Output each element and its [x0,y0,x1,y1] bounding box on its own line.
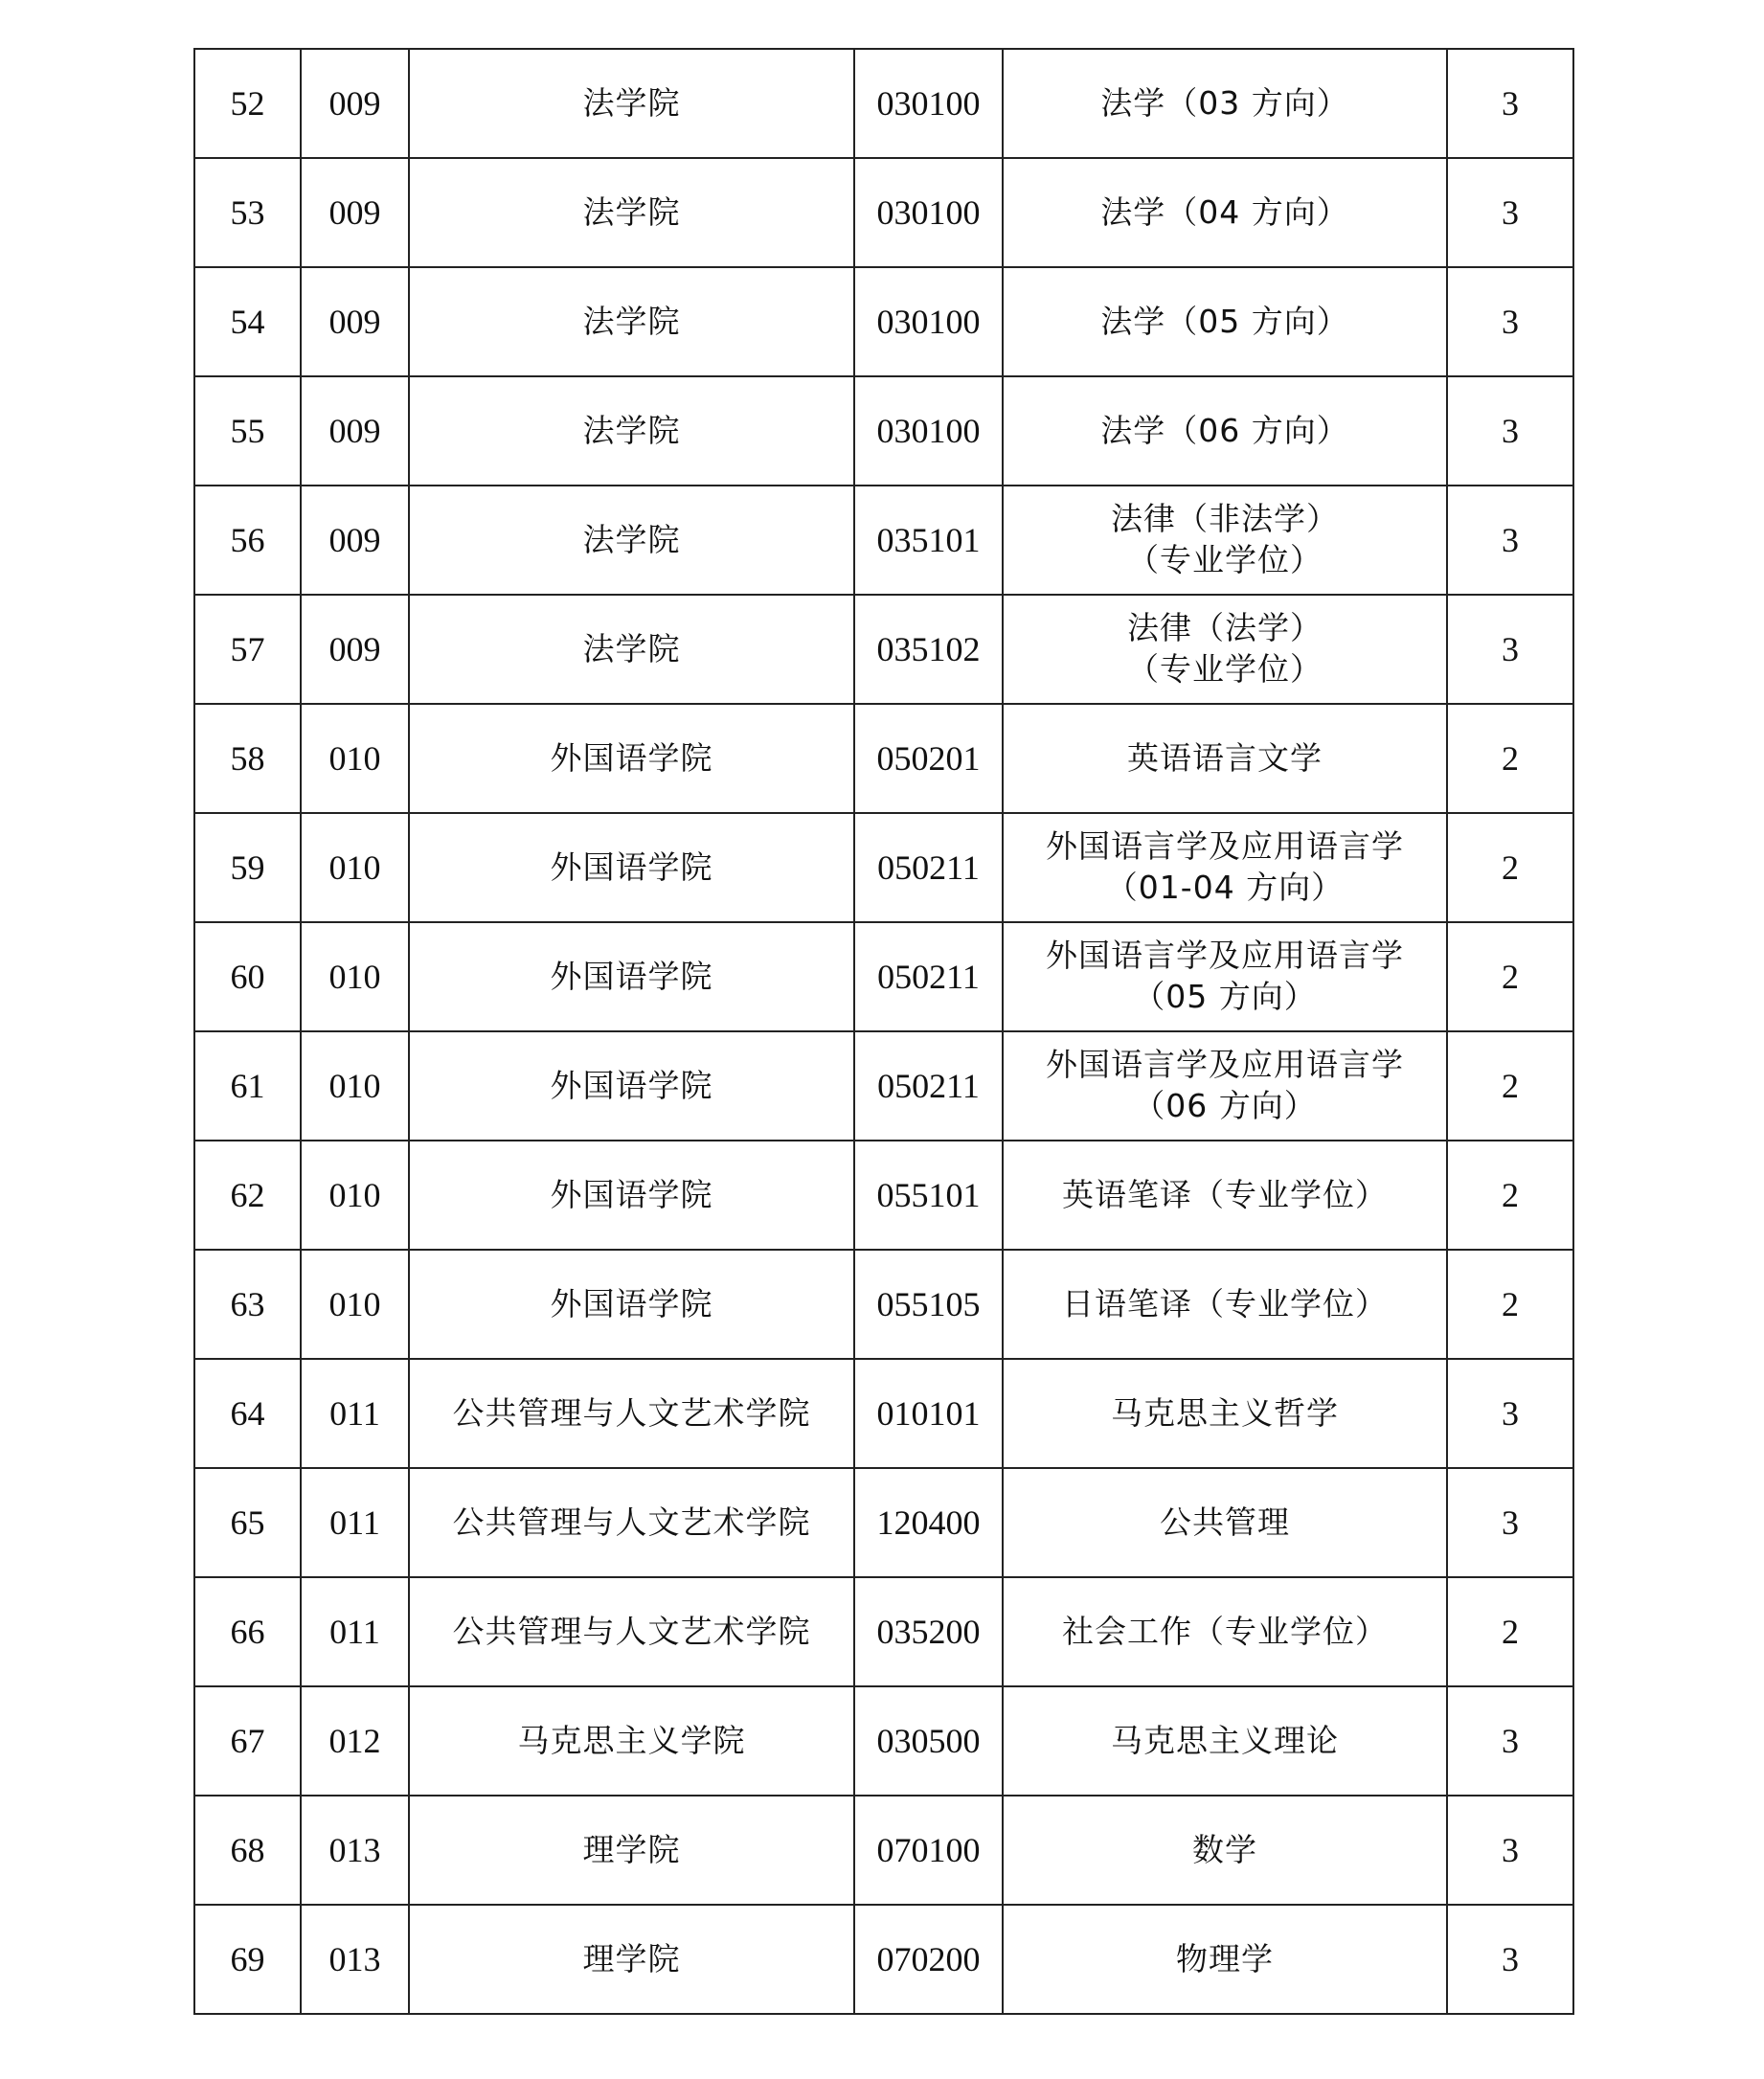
duration-years-cell: 3 [1447,1686,1573,1796]
school-name-cell: 公共管理与人文艺术学院 [409,1468,854,1577]
school-name-cell: 法学院 [409,267,854,376]
table-row [194,376,1573,486]
school-name-cell: 法学院 [409,595,854,704]
major-name-cell [1003,1031,1447,1141]
program-table [193,48,1574,2015]
major-name-cell [1003,158,1447,267]
major-name-line: 社会工作（专业学位） [1062,1612,1388,1650]
major-name-line: （01-04 方向） [1105,869,1345,906]
table-row [194,1905,1573,2014]
school-code-cell: 010 [301,704,409,813]
school-code-cell: 010 [301,922,409,1031]
table-row [194,595,1573,704]
school-code-cell: 009 [301,267,409,376]
school-code-cell: 012 [301,1686,409,1796]
school-name-cell: 公共管理与人文艺术学院 [409,1577,854,1686]
major-name-line: 外国语言学及应用语言学 [1046,827,1404,866]
duration-years-cell: 3 [1447,486,1573,595]
school-name-cell: 法学院 [409,49,854,158]
major-name-cell [1003,595,1447,704]
table-row [194,1031,1573,1141]
table-row [194,1468,1573,1577]
sequence-number-cell: 56 [194,486,301,595]
school-name-cell: 法学院 [409,376,854,486]
major-name-line: 法学（03 方向） [1100,83,1349,122]
major-name-line: 英语笔译（专业学位） [1062,1175,1388,1213]
major-code-cell: 035200 [854,1577,1003,1686]
major-name-line: 英语语言文学 [1127,738,1323,777]
school-code-cell: 010 [301,813,409,922]
major-name-line: 日语笔译（专业学位） [1062,1284,1388,1322]
major-name-cell [1003,267,1447,376]
major-name-line: 公共管理 [1160,1503,1290,1541]
school-code-cell: 010 [301,1141,409,1250]
major-name-cell [1003,1141,1447,1250]
sequence-number-cell: 61 [194,1031,301,1141]
school-code-cell: 009 [301,49,409,158]
school-code-cell: 013 [301,1796,409,1905]
table-row [194,1359,1573,1468]
major-name-line: 外国语言学及应用语言学 [1046,1046,1404,1084]
duration-years-cell: 3 [1447,49,1573,158]
duration-years-cell: 3 [1447,1359,1573,1468]
school-code-cell: 010 [301,1250,409,1359]
school-code-cell: 011 [301,1359,409,1468]
major-code-cell: 050211 [854,922,1003,1031]
major-code-cell: 050211 [854,1031,1003,1141]
major-name-line: 外国语言学及应用语言学 [1046,937,1404,975]
table-row [194,1577,1573,1686]
major-code-cell: 030100 [854,49,1003,158]
major-name-cell [1003,376,1447,486]
sequence-number-cell: 63 [194,1250,301,1359]
sequence-number-cell: 54 [194,267,301,376]
sequence-number-cell: 60 [194,922,301,1031]
major-code-cell: 030500 [854,1686,1003,1796]
school-code-cell: 009 [301,486,409,595]
school-name-cell: 法学院 [409,158,854,267]
major-code-cell: 035102 [854,595,1003,704]
table-row [194,267,1573,376]
major-name-cell [1003,1905,1447,2014]
major-code-cell: 030100 [854,376,1003,486]
table-row [194,486,1573,595]
table-row [194,49,1573,158]
school-code-cell: 011 [301,1577,409,1686]
duration-years-cell: 3 [1447,595,1573,704]
school-code-cell: 009 [301,376,409,486]
duration-years-cell: 2 [1447,704,1573,813]
sequence-number-cell: 67 [194,1686,301,1796]
major-name-line: 物理学 [1176,1939,1274,1977]
school-name-cell: 公共管理与人文艺术学院 [409,1359,854,1468]
major-code-cell: 070100 [854,1796,1003,1905]
major-code-cell: 010101 [854,1359,1003,1468]
major-name-line: 法律（法学） [1127,609,1323,647]
major-code-cell: 070200 [854,1905,1003,2014]
major-code-cell: 035101 [854,486,1003,595]
school-name-cell: 马克思主义学院 [409,1686,854,1796]
school-name-cell: 外国语学院 [409,704,854,813]
major-name-line: （06 方向） [1133,1087,1317,1124]
major-name-line: （专业学位） [1127,541,1323,578]
major-code-cell: 050201 [854,704,1003,813]
major-name-line: 法学（06 方向） [1100,411,1349,449]
duration-years-cell: 3 [1447,1468,1573,1577]
major-name-line: 法学（05 方向） [1100,302,1349,340]
school-name-cell: 外国语学院 [409,1250,854,1359]
sequence-number-cell: 66 [194,1577,301,1686]
major-name-line: 法学（04 方向） [1100,192,1349,231]
major-name-cell [1003,49,1447,158]
sequence-number-cell: 58 [194,704,301,813]
major-code-cell: 055105 [854,1250,1003,1359]
table-row [194,1141,1573,1250]
duration-years-cell: 2 [1447,1250,1573,1359]
sequence-number-cell: 53 [194,158,301,267]
school-name-cell: 外国语学院 [409,813,854,922]
school-name-cell: 外国语学院 [409,1141,854,1250]
major-name-line: 马克思主义理论 [1111,1721,1339,1759]
major-code-cell: 030100 [854,158,1003,267]
table-row [194,1796,1573,1905]
duration-years-cell: 3 [1447,1796,1573,1905]
school-name-cell: 法学院 [409,486,854,595]
major-name-cell [1003,1468,1447,1577]
major-name-cell [1003,1796,1447,1905]
major-name-line: 法律（非法学） [1111,500,1339,538]
duration-years-cell: 2 [1447,813,1573,922]
major-name-cell [1003,1359,1447,1468]
sequence-number-cell: 52 [194,49,301,158]
duration-years-cell: 2 [1447,1031,1573,1141]
table-row [194,158,1573,267]
table-row [194,922,1573,1031]
major-code-cell: 055101 [854,1141,1003,1250]
duration-years-cell: 2 [1447,1141,1573,1250]
school-code-cell: 009 [301,595,409,704]
major-name-cell [1003,1250,1447,1359]
major-name-cell [1003,922,1447,1031]
sequence-number-cell: 57 [194,595,301,704]
major-name-cell [1003,1686,1447,1796]
table-row [194,813,1573,922]
table-row [194,1686,1573,1796]
sequence-number-cell: 69 [194,1905,301,2014]
school-name-cell: 外国语学院 [409,1031,854,1141]
table-body [194,49,1573,2014]
duration-years-cell: 3 [1447,1905,1573,2014]
duration-years-cell: 2 [1447,1577,1573,1686]
school-code-cell: 011 [301,1468,409,1577]
sequence-number-cell: 55 [194,376,301,486]
school-name-cell: 理学院 [409,1905,854,2014]
table-row [194,704,1573,813]
school-code-cell: 009 [301,158,409,267]
duration-years-cell: 3 [1447,158,1573,267]
major-code-cell: 030100 [854,267,1003,376]
major-code-cell: 050211 [854,813,1003,922]
major-name-line: 马克思主义哲学 [1111,1393,1339,1432]
sequence-number-cell: 62 [194,1141,301,1250]
school-name-cell: 外国语学院 [409,922,854,1031]
major-name-cell [1003,486,1447,595]
sequence-number-cell: 59 [194,813,301,922]
duration-years-cell: 3 [1447,267,1573,376]
major-code-cell: 120400 [854,1468,1003,1577]
school-name-cell: 理学院 [409,1796,854,1905]
major-name-line: （05 方向） [1133,978,1317,1015]
school-code-cell: 013 [301,1905,409,2014]
sequence-number-cell: 64 [194,1359,301,1468]
major-name-cell [1003,813,1447,922]
table-row [194,1250,1573,1359]
major-name-cell [1003,704,1447,813]
major-name-line: （专业学位） [1127,650,1323,688]
sequence-number-cell: 65 [194,1468,301,1577]
school-code-cell: 010 [301,1031,409,1141]
duration-years-cell: 2 [1447,922,1573,1031]
duration-years-cell: 3 [1447,376,1573,486]
major-name-line: 数学 [1192,1830,1257,1868]
sequence-number-cell: 68 [194,1796,301,1905]
major-name-cell [1003,1577,1447,1686]
